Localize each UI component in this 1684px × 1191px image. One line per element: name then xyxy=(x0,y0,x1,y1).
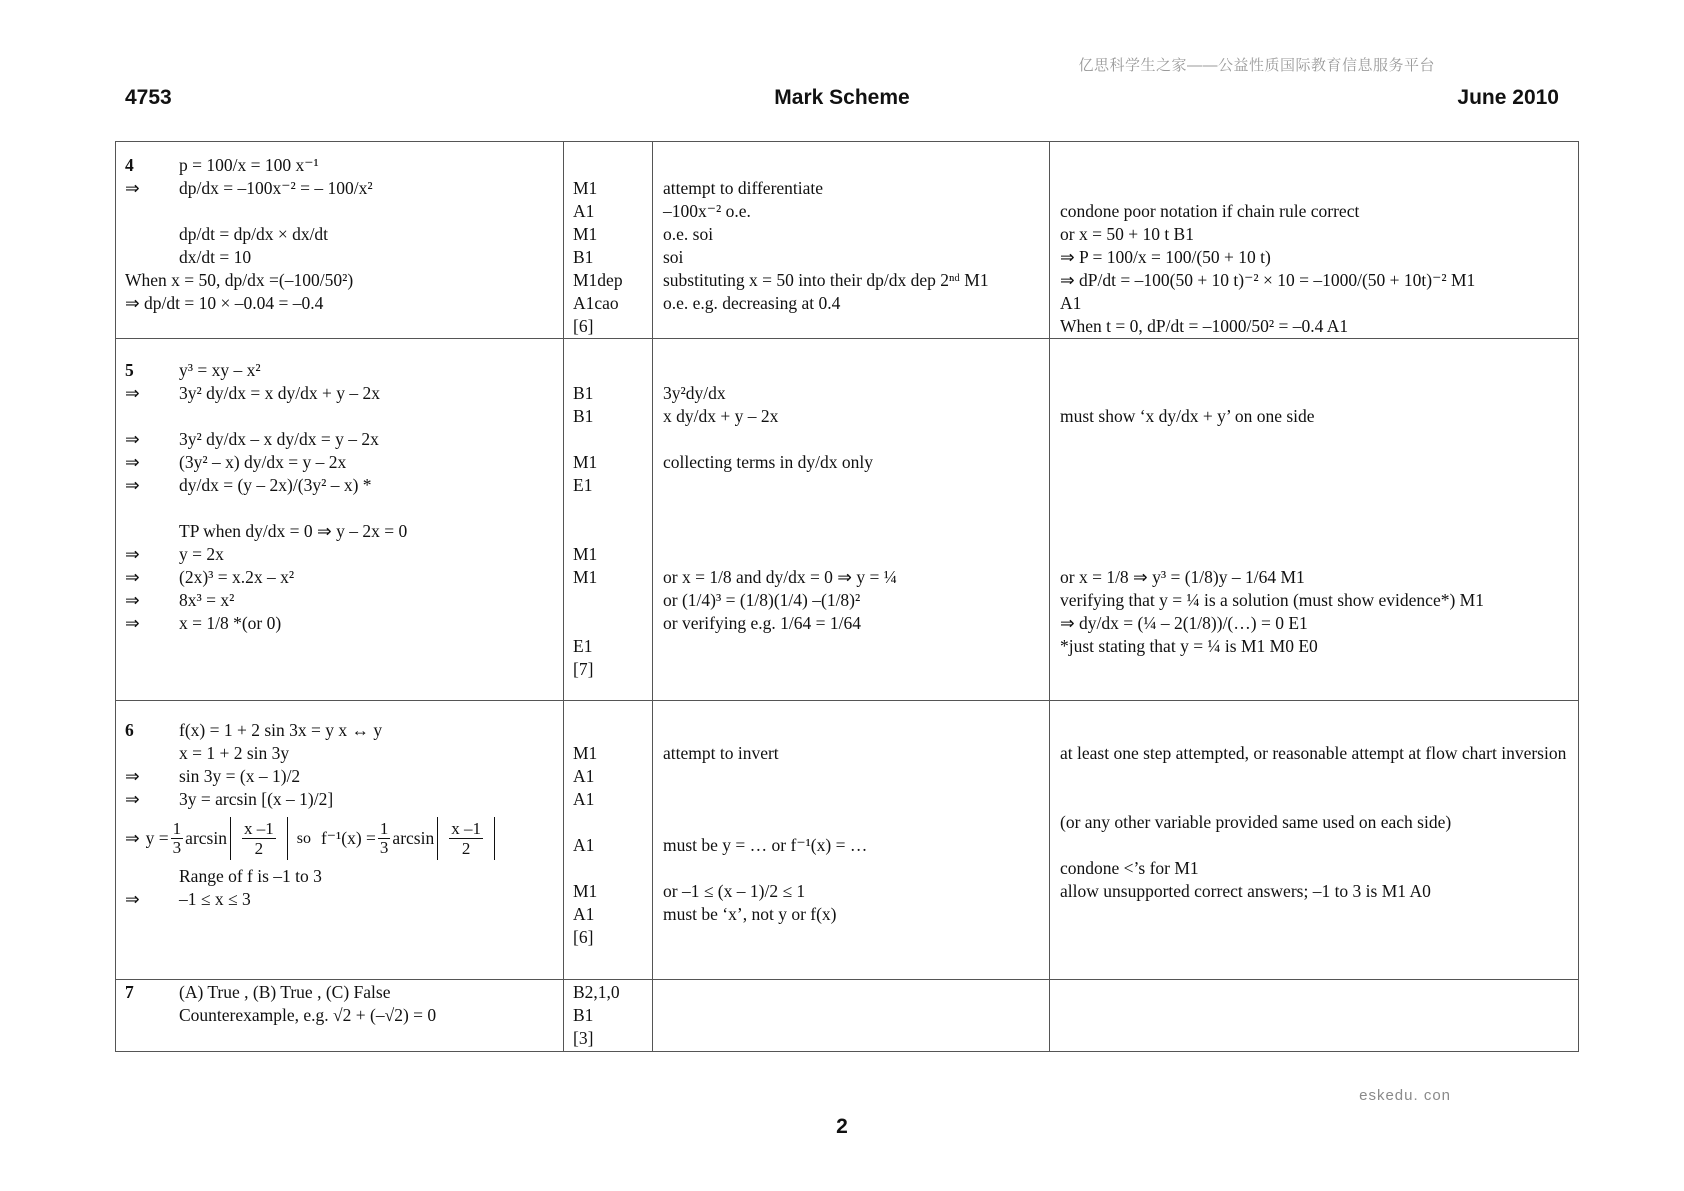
implies-symbol: ⇒ xyxy=(125,452,140,472)
comment xyxy=(653,788,1049,811)
document-title: Mark Scheme xyxy=(774,86,910,109)
working-cell xyxy=(116,142,564,339)
marks-cell xyxy=(564,980,653,1052)
note xyxy=(1050,382,1578,405)
mark: M1 xyxy=(573,544,598,564)
bracket-expression: x –1 2 xyxy=(437,817,495,860)
working-line: ⇒ 3y = arcsin [(x – 1)/2] xyxy=(125,789,334,809)
comment: collecting terms in dy/dx only xyxy=(663,452,873,472)
mark: B2,1,0 xyxy=(573,982,620,1002)
mark xyxy=(564,811,652,834)
mark xyxy=(564,857,652,880)
note xyxy=(1050,359,1578,382)
mark xyxy=(564,497,652,520)
comment xyxy=(653,719,1049,742)
page-number: 2 xyxy=(836,1115,848,1138)
note: (or any other variable provided same used on each side) xyxy=(1060,812,1452,832)
paper-code: 4753 xyxy=(125,86,172,109)
arcsin-label: arcsin xyxy=(185,827,227,848)
comment: or verifying e.g. 1/64 = 1/64 xyxy=(663,613,861,633)
note xyxy=(1050,497,1578,520)
comment xyxy=(653,857,1049,880)
mark: M1 xyxy=(573,567,598,587)
comments-cell xyxy=(653,701,1050,980)
working-line: ⇒ sin 3y = (x – 1)/2 xyxy=(125,766,301,786)
question-row-6 xyxy=(116,701,1579,980)
working-line: When x = 50, dp/dx =(–100/50²) xyxy=(125,270,354,290)
note: *just stating that y = ¼ is M1 M0 E0 xyxy=(1060,636,1318,656)
working-line: Counterexample, e.g. √2 + (–√2) = 0 xyxy=(179,1005,437,1025)
comment xyxy=(653,765,1049,788)
bracket-expression: x –1 2 xyxy=(230,817,288,860)
implies-symbol: ⇒ xyxy=(125,567,140,587)
working-line: ⇒ dy/dx = (y – 2x)/(3y² – x) * xyxy=(125,475,372,495)
mark: M1 xyxy=(573,881,598,901)
note: or x = 50 + 10 t B1 xyxy=(1060,224,1194,244)
mark xyxy=(564,359,652,382)
working-line: ⇒ –1 ≤ x ≤ 3 xyxy=(125,889,251,909)
mark: A1 xyxy=(573,835,595,855)
working-line: 4 p = 100/x = 100 x⁻¹ xyxy=(125,155,319,175)
comment: or –1 ≤ (x – 1)/2 ≤ 1 xyxy=(663,881,806,901)
comment xyxy=(653,428,1049,451)
implies-symbol: ⇒ xyxy=(125,613,140,633)
comment: 3y²dy/dx xyxy=(663,383,726,403)
comment: must be y = … or f⁻¹(x) = … xyxy=(663,835,868,855)
implies-symbol: ⇒ xyxy=(125,766,140,786)
comment: attempt to invert xyxy=(663,743,779,763)
marks-cell xyxy=(564,339,653,701)
mark-total: [6] xyxy=(573,927,594,947)
footer-watermark: eskedu. con xyxy=(1359,1087,1451,1104)
implies-symbol: ⇒ xyxy=(125,789,140,809)
comment: soi xyxy=(663,247,684,267)
note: allow unsupported correct answers; –1 to 3 is M1 A0 xyxy=(1060,881,1431,901)
note: ⇒ dy/dx = (¼ – 2(1/8))/(…) = 0 E1 xyxy=(1060,613,1308,633)
note xyxy=(1050,520,1578,543)
note xyxy=(1050,428,1578,451)
note xyxy=(1050,474,1578,497)
mark: E1 xyxy=(573,475,593,495)
mark-total: [7] xyxy=(573,659,594,679)
so-label: so xyxy=(296,829,311,847)
comment xyxy=(653,359,1049,382)
note: condone poor notation if chain rule correct xyxy=(1060,201,1360,221)
mark xyxy=(564,428,652,451)
note: condone <’s for M1 xyxy=(1060,858,1199,878)
note xyxy=(1050,177,1578,200)
question-row-7 xyxy=(116,980,1579,1052)
note: When t = 0, dP/dt = –1000/50² = –0.4 A1 xyxy=(1060,316,1349,336)
fraction-one-third: $\frac{1}{3}$ xyxy=(379,818,389,857)
working-line xyxy=(116,200,563,223)
question-number: 7 xyxy=(125,982,134,1002)
implies-symbol: ⇒ xyxy=(125,827,140,848)
note: verifying that y = ¼ is a solution (must show evidence*) M1 xyxy=(1060,590,1484,610)
arcsin-label: arcsin xyxy=(392,827,435,848)
notes-cell xyxy=(1050,142,1579,339)
note xyxy=(1050,543,1578,566)
formula-lhs: y = xyxy=(145,827,169,848)
working-line: ⇒ y = 2x xyxy=(125,544,224,564)
comment: o.e. soi xyxy=(663,224,714,244)
mark xyxy=(564,719,652,742)
mark: A1cao xyxy=(573,293,619,313)
question-row-5 xyxy=(116,339,1579,701)
comments-cell xyxy=(653,142,1050,339)
comment: o.e. e.g. decreasing at 0.4 xyxy=(663,293,841,313)
implies-symbol: ⇒ xyxy=(125,544,140,564)
implies-symbol: ⇒ xyxy=(125,590,140,610)
comments-cell xyxy=(653,339,1050,701)
working-cell xyxy=(116,701,564,980)
notes-cell xyxy=(1050,701,1579,980)
comment xyxy=(653,474,1049,497)
working-line: 7 (A) True , (B) True , (C) False xyxy=(125,982,391,1002)
implies-symbol: ⇒ xyxy=(125,475,140,495)
working-line: ⇒ (2x)³ = x.2x – x² xyxy=(125,567,295,587)
marks-cell xyxy=(564,142,653,339)
working-line: dx/dt = 10 xyxy=(179,247,252,267)
working-line: Range of f is –1 to 3 xyxy=(179,866,322,886)
mark: B1 xyxy=(573,383,594,403)
watermark-text: 亿思科学生之家——公益性质国际教育信息服务平台 xyxy=(1078,57,1435,74)
working-line: ⇒ (3y² – x) dy/dx = y – 2x xyxy=(125,452,347,472)
question-number: 6 xyxy=(125,720,134,740)
implies-symbol: ⇒ xyxy=(125,178,140,198)
mark xyxy=(564,154,652,177)
mark: A1 xyxy=(573,201,595,221)
mark: E1 xyxy=(573,636,593,656)
comment: or x = 1/8 and dy/dx = 0 ⇒ y = ¼ xyxy=(663,567,897,587)
working-line: 5 y³ = xy – x² xyxy=(125,360,261,380)
note: must show ‘x dy/dx + y’ on one side xyxy=(1060,406,1315,426)
note: ⇒ dP/dt = –100(50 + 10 t)⁻² × 10 = –1000/(50 + 10t)⁻² M1 xyxy=(1060,270,1476,290)
comment: must be ‘x’, not y or f(x) xyxy=(663,904,837,924)
notes-cell xyxy=(1050,339,1579,701)
mark: B1 xyxy=(573,406,594,426)
working-line xyxy=(116,405,563,428)
marks-cell xyxy=(564,701,653,980)
comment xyxy=(653,154,1049,177)
working-line: ⇒ dp/dt = 10 × –0.04 = –0.4 xyxy=(125,293,324,313)
question-row-4 xyxy=(116,142,1579,339)
inverse-formula xyxy=(116,811,563,865)
exam-session: June 2010 xyxy=(1457,86,1559,109)
implies-symbol: ⇒ xyxy=(125,429,140,449)
mark: M1dep xyxy=(573,270,623,290)
comment xyxy=(653,497,1049,520)
working-line: 6 f(x) = 1 + 2 sin 3x = y x ↔ y xyxy=(125,720,383,740)
question-number: 4 xyxy=(125,155,134,175)
notes-cell xyxy=(1050,980,1579,1052)
working-line: ⇒ 3y² dy/dx = x dy/dx + y – 2x xyxy=(125,383,380,403)
comments-cell xyxy=(653,980,1050,1052)
note: or x = 1/8 ⇒ y³ = (1/8)y – 1/64 M1 xyxy=(1060,567,1305,587)
comment: attempt to differentiate xyxy=(663,178,824,198)
mark-total: [3] xyxy=(573,1028,594,1048)
implies-symbol: ⇒ xyxy=(125,383,140,403)
note xyxy=(1050,451,1578,474)
mark: M1 xyxy=(573,743,598,763)
mark: M1 xyxy=(573,452,598,472)
note: A1 xyxy=(1060,293,1082,313)
question-number: 5 xyxy=(125,360,134,380)
comment: substituting x = 50 into their dp/dx dep 2ⁿᵈ M1 xyxy=(663,270,989,290)
mark: B1 xyxy=(573,247,594,267)
inverse-function-label: f⁻¹(x) = xyxy=(320,827,376,848)
mark-total: [6] xyxy=(573,316,594,336)
mark: M1 xyxy=(573,224,598,244)
working-cell xyxy=(116,980,564,1052)
note xyxy=(1050,154,1578,177)
working-line: ⇒ 3y² dy/dx – x dy/dx = y – 2x xyxy=(125,429,379,449)
mark xyxy=(564,589,652,612)
mark: A1 xyxy=(573,789,595,809)
working-cell xyxy=(116,339,564,701)
mark xyxy=(564,612,652,635)
working-line: TP when dy/dx = 0 ⇒ y – 2x = 0 xyxy=(179,521,408,541)
note: at least one step attempted, or reasonable attempt at flow chart inversion xyxy=(1060,743,1567,763)
comment xyxy=(653,811,1049,834)
working-line xyxy=(116,497,563,520)
mark: A1 xyxy=(573,766,595,786)
fraction-one-third: $\frac{1}{3}$ xyxy=(172,818,182,857)
page-header xyxy=(125,86,1559,114)
comment xyxy=(653,543,1049,566)
implies-symbol: ⇒ xyxy=(125,889,140,909)
comment xyxy=(653,520,1049,543)
working-line: x = 1 + 2 sin 3y xyxy=(179,743,290,763)
mark: M1 xyxy=(573,178,598,198)
mark: B1 xyxy=(573,1005,594,1025)
comment: –100x⁻² o.e. xyxy=(663,201,751,221)
mark-scheme-table xyxy=(115,141,1579,1052)
comment: or (1/4)³ = (1/8)(1/4) –(1/8)² xyxy=(663,590,861,610)
mark xyxy=(564,520,652,543)
comment: x dy/dx + y – 2x xyxy=(663,406,779,426)
working-line: ⇒ 8x³ = x² xyxy=(125,590,235,610)
mark: A1 xyxy=(573,904,595,924)
note: ⇒ P = 100/x = 100/(50 + 10 t) xyxy=(1060,247,1271,267)
working-line: ⇒ x = 1/8 *(or 0) xyxy=(125,613,282,633)
working-line: dp/dt = dp/dx × dx/dt xyxy=(179,224,329,244)
working-line: ⇒ dp/dx = –100x⁻² = – 100/x² xyxy=(125,178,373,198)
